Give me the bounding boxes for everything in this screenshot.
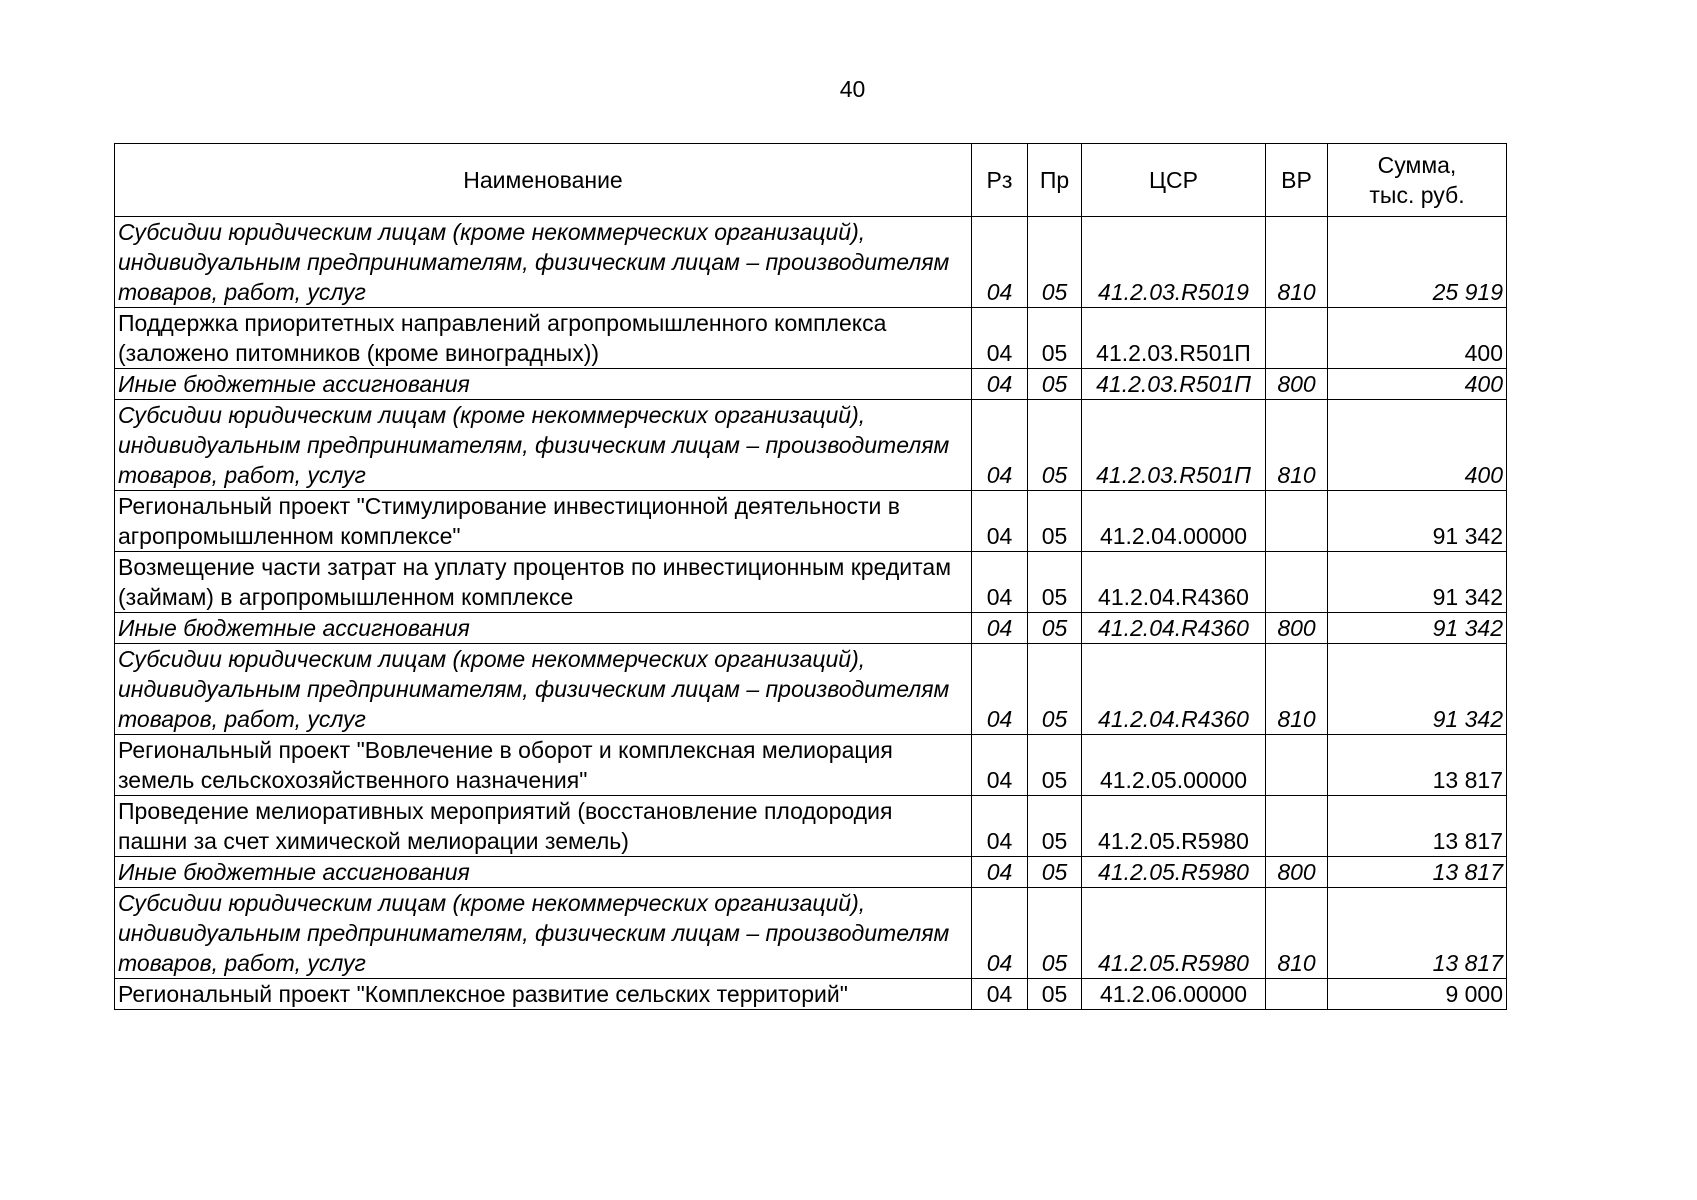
- cell-sum: 13 817: [1328, 888, 1507, 979]
- cell-vr: [1266, 491, 1328, 552]
- cell-sum: 91 342: [1328, 644, 1507, 735]
- cell-rz: 04: [972, 217, 1028, 308]
- cell-vr: [1266, 979, 1328, 1010]
- cell-rz: 04: [972, 796, 1028, 857]
- cell-name: Иные бюджетные ассигнования: [115, 369, 972, 400]
- table-row: [115, 308, 1507, 369]
- cell-pr: 05: [1028, 613, 1082, 644]
- cell-rz: 04: [972, 979, 1028, 1010]
- cell-rz: 04: [972, 888, 1028, 979]
- cell-pr: 05: [1028, 979, 1082, 1010]
- cell-sum: 13 817: [1328, 857, 1507, 888]
- table-row: [115, 400, 1507, 491]
- cell-sum: 91 342: [1328, 552, 1507, 613]
- table-row: [115, 613, 1507, 644]
- cell-vr: 800: [1266, 857, 1328, 888]
- cell-pr: 05: [1028, 888, 1082, 979]
- table-row: [115, 369, 1507, 400]
- cell-vr: 810: [1266, 400, 1328, 491]
- budget-table: [114, 143, 1507, 1010]
- cell-vr: 810: [1266, 888, 1328, 979]
- cell-pr: 05: [1028, 552, 1082, 613]
- cell-csr: 41.2.05.00000: [1082, 735, 1266, 796]
- table-row: [115, 217, 1507, 308]
- cell-vr: [1266, 796, 1328, 857]
- cell-name: Иные бюджетные ассигнования: [115, 857, 972, 888]
- cell-csr: 41.2.05.R5980: [1082, 857, 1266, 888]
- cell-name: Иные бюджетные ассигнования: [115, 613, 972, 644]
- header-sum-line2: тыс. руб.: [1369, 182, 1465, 208]
- header-rz: Рз: [972, 144, 1028, 217]
- cell-sum: 13 817: [1328, 735, 1507, 796]
- cell-sum: 400: [1328, 308, 1507, 369]
- header-vr: ВР: [1266, 144, 1328, 217]
- table-row: [115, 979, 1507, 1010]
- cell-csr: 41.2.05.R5980: [1082, 796, 1266, 857]
- cell-pr: 05: [1028, 369, 1082, 400]
- cell-csr: 41.2.03.R5019: [1082, 217, 1266, 308]
- cell-csr: 41.2.06.00000: [1082, 979, 1266, 1010]
- cell-name: Поддержка приоритетных направлений агропромышленного комплекса (заложено питомников (кроме виноградных)): [115, 308, 972, 369]
- table-row: [115, 644, 1507, 735]
- header-pr: Пр: [1028, 144, 1082, 217]
- cell-rz: 04: [972, 552, 1028, 613]
- cell-name: Субсидии юридическим лицам (кроме некоммерческих организаций), индивидуальным предпринимателям, физическим лицам – производителям товаров, работ, услуг: [115, 644, 972, 735]
- cell-name: Региональный проект "Вовлечение в оборот и комплексная мелиорация земель сельскохозяйственного назначения": [115, 735, 972, 796]
- cell-csr: 41.2.03.R501П: [1082, 369, 1266, 400]
- cell-csr: 41.2.04.R4360: [1082, 613, 1266, 644]
- table-row: [115, 888, 1507, 979]
- cell-sum: 91 342: [1328, 613, 1507, 644]
- cell-csr: 41.2.05.R5980: [1082, 888, 1266, 979]
- cell-vr: [1266, 735, 1328, 796]
- cell-rz: 04: [972, 857, 1028, 888]
- cell-rz: 04: [972, 735, 1028, 796]
- cell-pr: 05: [1028, 308, 1082, 369]
- header-name: Наименование: [115, 144, 972, 217]
- cell-pr: 05: [1028, 491, 1082, 552]
- header-sum: [1328, 144, 1507, 217]
- table-row: [115, 857, 1507, 888]
- cell-vr: [1266, 308, 1328, 369]
- cell-rz: 04: [972, 491, 1028, 552]
- cell-name: Субсидии юридическим лицам (кроме некоммерческих организаций), индивидуальным предпринимателям, физическим лицам – производителям товаров, работ, услуг: [115, 217, 972, 308]
- cell-name: Региональный проект "Стимулирование инвестиционной деятельности в агропромышленном комплексе": [115, 491, 972, 552]
- cell-csr: 41.2.04.R4360: [1082, 552, 1266, 613]
- cell-rz: 04: [972, 369, 1028, 400]
- cell-sum: 25 919: [1328, 217, 1507, 308]
- header-sum-line1: Сумма,: [1377, 152, 1457, 178]
- cell-vr: 810: [1266, 644, 1328, 735]
- cell-pr: 05: [1028, 400, 1082, 491]
- cell-name: Региональный проект "Комплексное развитие сельских территорий": [115, 979, 972, 1010]
- cell-pr: 05: [1028, 217, 1082, 308]
- cell-rz: 04: [972, 308, 1028, 369]
- table-header-row: [115, 144, 1507, 217]
- cell-name: Проведение мелиоративных мероприятий (восстановление плодородия пашни за счет химической мелиорации земель): [115, 796, 972, 857]
- table-row: [115, 735, 1507, 796]
- table-row: [115, 552, 1507, 613]
- cell-csr: 41.2.04.R4360: [1082, 644, 1266, 735]
- cell-csr: 41.2.03.R501П: [1082, 308, 1266, 369]
- cell-sum: 9 000: [1328, 979, 1507, 1010]
- cell-sum: 91 342: [1328, 491, 1507, 552]
- table-body: [115, 217, 1507, 1010]
- cell-name: Возмещение части затрат на уплату процентов по инвестиционным кредитам (займам) в агропромышленном комплексе: [115, 552, 972, 613]
- cell-vr: [1266, 552, 1328, 613]
- cell-rz: 04: [972, 613, 1028, 644]
- cell-rz: 04: [972, 644, 1028, 735]
- cell-pr: 05: [1028, 735, 1082, 796]
- cell-sum: 400: [1328, 400, 1507, 491]
- cell-vr: 800: [1266, 613, 1328, 644]
- cell-vr: 810: [1266, 217, 1328, 308]
- table-row: [115, 491, 1507, 552]
- header-csr: ЦСР: [1082, 144, 1266, 217]
- cell-sum: 13 817: [1328, 796, 1507, 857]
- cell-name: Субсидии юридическим лицам (кроме некоммерческих организаций), индивидуальным предпринимателям, физическим лицам – производителям товаров, работ, услуг: [115, 888, 972, 979]
- cell-pr: 05: [1028, 644, 1082, 735]
- cell-pr: 05: [1028, 796, 1082, 857]
- page-number: 40: [839, 76, 866, 102]
- table-row: [115, 796, 1507, 857]
- cell-name: Субсидии юридическим лицам (кроме некоммерческих организаций), индивидуальным предпринимателям, физическим лицам – производителям товаров, работ, услуг: [115, 400, 972, 491]
- cell-csr: 41.2.04.00000: [1082, 491, 1266, 552]
- cell-rz: 04: [972, 400, 1028, 491]
- cell-csr: 41.2.03.R501П: [1082, 400, 1266, 491]
- cell-vr: 800: [1266, 369, 1328, 400]
- cell-pr: 05: [1028, 857, 1082, 888]
- cell-sum: 400: [1328, 369, 1507, 400]
